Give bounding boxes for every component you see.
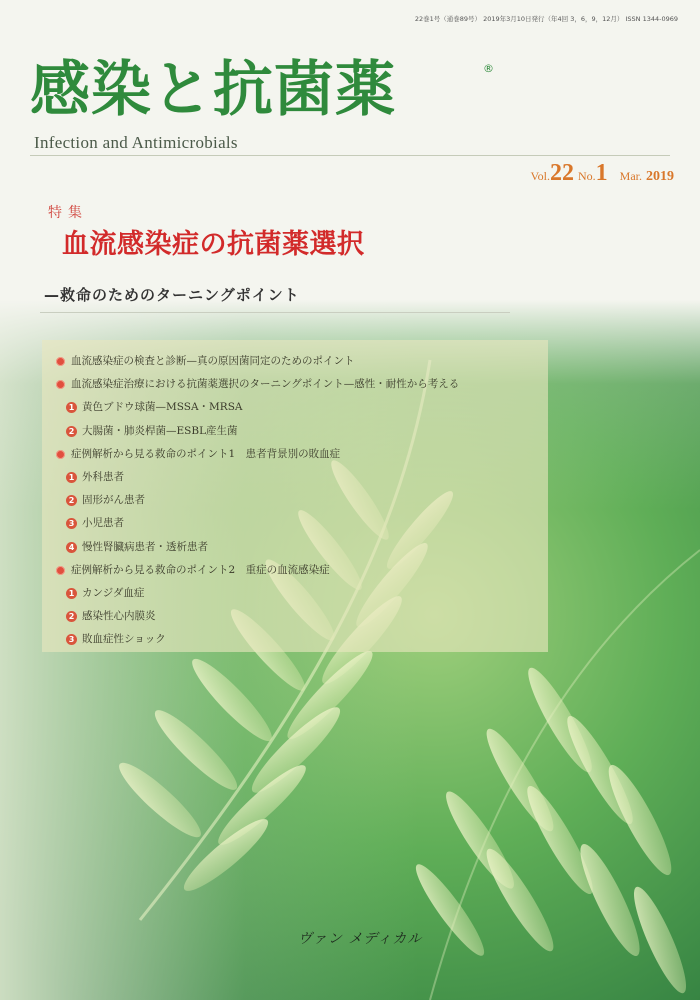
item-number-badge: 3	[66, 518, 77, 529]
item-number-badge: 1	[66, 588, 77, 599]
journal-english-title: Infection and Antimicrobials	[34, 133, 238, 152]
toc-item-text: 小児患者	[82, 517, 124, 530]
bullet-icon	[56, 450, 65, 459]
item-number-badge: 4	[66, 542, 77, 553]
item-number-badge: 1	[66, 472, 77, 483]
journal-title: 感染と抗菌薬	[30, 55, 396, 125]
issue-fineprint: 22巻1号（通巻89号） 2019年3月10日発行（年4回 3，6，9，12月） ISSN 1344-0969	[414, 15, 678, 23]
header-divider	[30, 155, 670, 156]
toc-item-text: カンジダ血症	[82, 586, 145, 599]
toc-item-text: 症例解析から見る救命のポイント2 重症の血流感染症	[71, 563, 330, 576]
bullet-icon	[56, 357, 65, 366]
item-number-badge: 2	[66, 426, 77, 437]
subtitle-divider	[40, 312, 510, 313]
toc-subitem	[56, 512, 548, 535]
bullet-icon	[56, 566, 65, 575]
issue-number: 1	[595, 160, 608, 186]
toc-subitem	[56, 396, 548, 419]
toc-item-text: 黄色ブドウ球菌—MSSA・MRSA	[82, 401, 243, 414]
toc-subitem	[56, 582, 548, 605]
bullet-icon	[56, 380, 65, 389]
issue-year: 2019	[646, 169, 674, 184]
toc-item-text: 症例解析から見る救命のポイント1 患者背景別の敗血症	[71, 447, 341, 460]
toc-subitem	[56, 489, 548, 512]
item-number-badge: 1	[66, 402, 77, 413]
toc-item-text: 感染性心内膜炎	[82, 610, 156, 623]
item-number-badge: 3	[66, 634, 77, 645]
toc-item	[56, 350, 548, 373]
item-number-badge: 2	[66, 495, 77, 506]
publisher-name: ヴァン メディカル	[298, 931, 423, 947]
toc-item-text: 外科患者	[82, 470, 124, 483]
toc-item-text: 固形がん患者	[82, 494, 145, 507]
toc-item	[56, 559, 548, 582]
no-label: No.	[577, 169, 596, 183]
toc-subitem	[56, 628, 548, 651]
registered-mark: ®	[483, 62, 494, 75]
toc-subitem	[56, 420, 548, 443]
feature-title: 血流感染症の抗菌薬選択	[62, 229, 365, 260]
toc-subitem	[56, 466, 548, 489]
toc-item	[56, 443, 548, 466]
table-of-contents	[42, 340, 548, 652]
toc-item	[56, 373, 548, 396]
toc-item-text: 血流感染症治療における抗菌薬選択のターニングポイント—感性・耐性から考える	[71, 378, 460, 391]
vol-number: 22	[549, 160, 574, 186]
toc-item-text: 慢性腎臓病患者・透析患者	[82, 540, 208, 553]
feature-subtitle: —救命のためのターニングポイント	[44, 286, 300, 304]
item-number-badge: 2	[66, 611, 77, 622]
toc-item-text: 血流感染症の検査と診断—真の原因菌同定のためのポイント	[71, 355, 355, 367]
toc-item-text: 大腸菌・肺炎桿菌—ESBL産生菌	[82, 424, 238, 437]
vol-label: Vol.	[530, 169, 550, 183]
toc-subitem	[56, 536, 548, 559]
issue-info	[531, 160, 674, 187]
issue-month: Mar.	[619, 169, 642, 183]
toc-subitem	[56, 605, 548, 628]
toc-item-text: 敗血症性ショック	[82, 633, 166, 646]
feature-label: 特集	[48, 205, 88, 221]
